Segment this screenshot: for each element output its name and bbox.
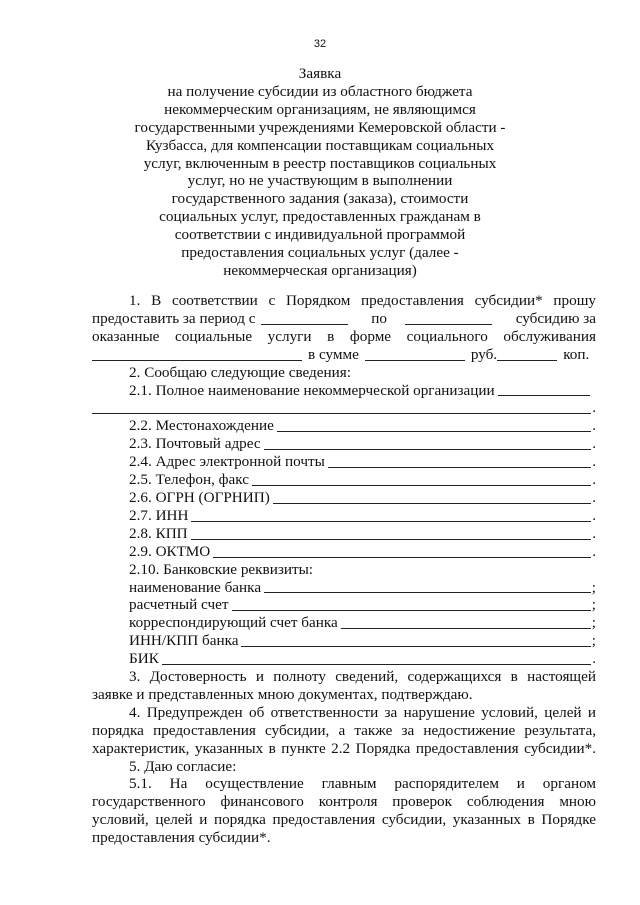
field-end: . — [592, 435, 596, 453]
field-label: 2.3. Почтовый адрес — [129, 435, 261, 453]
field-end: . — [592, 488, 596, 506]
bank-row-inn-kpp — [92, 632, 596, 650]
field-end: ; — [591, 578, 596, 596]
field-label: ИНН/КПП банка — [129, 632, 239, 650]
p1-period-label: предоставить за период с — [92, 309, 256, 327]
p3-line: заявке и представленных мною документах, подтверждаю. — [92, 685, 473, 703]
field-end: ; — [591, 614, 596, 632]
field-label: расчетный счет — [129, 596, 229, 614]
p2-intro: 2. Сообщаю следующие сведения: — [129, 363, 351, 381]
field-end: . — [592, 524, 596, 542]
bank-row-name — [92, 579, 596, 597]
application-title — [120, 65, 520, 280]
field-label: 2.7. ИНН — [129, 506, 189, 524]
field-end: . — [592, 650, 596, 668]
title-line: социальных услуг, предоставленных гражданам в — [159, 208, 481, 226]
org-name-field[interactable] — [498, 382, 590, 396]
amount-label: в сумме — [308, 345, 359, 363]
field-row-postal — [92, 435, 596, 453]
org-name-label: 2.1. Полное наименование некоммерческой организации — [129, 381, 495, 399]
kpp-field[interactable] — [191, 526, 592, 540]
org-name-field-continued[interactable] — [92, 400, 591, 414]
field-end: . — [592, 542, 596, 560]
field-label: 2.6. ОГРН (ОГРНИП) — [129, 488, 270, 506]
title-line: на получение субсидии из областного бюджета — [167, 82, 473, 100]
title-line: услуг, но не участвующим в выполнении — [187, 172, 453, 190]
email-field[interactable] — [328, 454, 591, 468]
settlement-account-field[interactable] — [232, 597, 591, 611]
field-label: наименование банка — [129, 578, 262, 596]
p4-line: характеристик, указанных в пункте 2.2 Порядка предоставления субсидии*. — [92, 739, 596, 757]
application-body — [92, 292, 596, 847]
postal-address-field[interactable] — [264, 436, 592, 450]
field-end: . — [592, 471, 596, 489]
period-row — [92, 310, 596, 328]
amount-kop-field[interactable] — [497, 347, 557, 361]
p3-line: 3. Достоверность и полноту сведений, содержащихся в настоящей — [129, 668, 596, 686]
title-line: государственного задания (заказа), стоимости — [171, 190, 469, 208]
period-to-field[interactable] — [405, 311, 492, 325]
p1-period-to-label: по — [371, 309, 387, 327]
title-line: некоммерческим организациям, не являющимся — [164, 100, 476, 118]
field-label: БИК — [129, 650, 159, 668]
field-label: 2.8. КПП — [129, 524, 188, 542]
field-label: корреспондирующий счет банка — [129, 614, 338, 632]
p5-1-line: предоставления субсидии*. — [92, 829, 271, 847]
p5-intro: 5. Даю согласие: — [129, 757, 237, 775]
period-from-field[interactable] — [261, 311, 348, 325]
field-row-phone — [92, 471, 596, 489]
title-line: Заявка — [298, 65, 342, 82]
field-row-location — [92, 417, 596, 435]
p5-1-line: условий, целей и порядка предоставления субсидии, указанных в Порядке — [92, 811, 596, 829]
bank-row-corr — [92, 614, 596, 632]
rub-label: руб. — [470, 345, 498, 363]
p5-1-line: 5.1. На осуществление главным распорядителем и органом — [129, 775, 596, 793]
field-end: ; — [591, 632, 596, 650]
title-line: предоставления социальных услуг (далее - — [181, 244, 459, 262]
p1-line: оказанные социальные услуги в форме социального обслуживания — [92, 327, 596, 345]
phone-fax-field[interactable] — [252, 472, 591, 486]
inn-field[interactable] — [191, 508, 591, 522]
kop-label: коп. — [563, 345, 590, 363]
bik-field[interactable] — [162, 651, 591, 665]
oktmo-field[interactable] — [213, 544, 591, 558]
field-row-kpp — [92, 525, 596, 543]
amount-row — [92, 346, 596, 364]
field-end: . — [592, 417, 596, 435]
field-label: 2.5. Телефон, факс — [129, 471, 250, 489]
field-label: 2.9. ОКТМО — [129, 542, 211, 560]
field-row-oktmo — [92, 543, 596, 561]
field-row-inn — [92, 507, 596, 525]
field-end: . — [592, 506, 596, 524]
location-field[interactable] — [277, 418, 591, 432]
title-line: услуг, включенным в реестр поставщиков социальных — [143, 154, 497, 172]
org-name-row — [92, 382, 596, 400]
field-end: . — [592, 453, 596, 471]
title-line: некоммерческая организация) — [223, 261, 417, 279]
ogrn-field[interactable] — [273, 490, 591, 504]
p1-line: 1. В соответствии с Порядком предоставления субсидии* прошу — [129, 292, 596, 309]
bank-inn-kpp-field[interactable] — [241, 633, 590, 647]
field-end: ; — [591, 596, 596, 614]
org-name-row-2: . — [92, 399, 596, 417]
p4-line: порядка предоставления субсидии, а также за недостижение результата, — [92, 721, 596, 739]
correspondent-account-field[interactable] — [341, 615, 591, 629]
field-label: 2.2. Местонахождение — [129, 417, 274, 435]
amount-rub-field[interactable] — [365, 347, 465, 361]
p5-1-line: государственного финансового контроля проверок соблюдения мною — [92, 793, 596, 811]
title-line: соответствии с индивидуальной программой — [174, 226, 466, 244]
field-label: 2.4. Адрес электронной почты — [129, 453, 325, 471]
field-row-ogrn — [92, 489, 596, 507]
bank-name-field[interactable] — [264, 579, 591, 593]
field-row-email — [92, 453, 596, 471]
title-line: государственными учреждениями Кемеровской области - — [134, 118, 506, 136]
page-number: 32 — [313, 38, 327, 50]
bank-row-account — [92, 596, 596, 614]
title-line: Кузбасса, для компенсации поставщикам социальных — [145, 136, 495, 154]
bank-intro: 2.10. Банковские реквизиты: — [129, 560, 314, 578]
p4-line: 4. Предупрежден об ответственности за нарушение условий, целей и — [129, 703, 596, 721]
bank-row-bik — [92, 650, 596, 668]
service-form-field[interactable] — [92, 347, 302, 361]
p1-subsidy-label: субсидию за — [515, 309, 596, 327]
